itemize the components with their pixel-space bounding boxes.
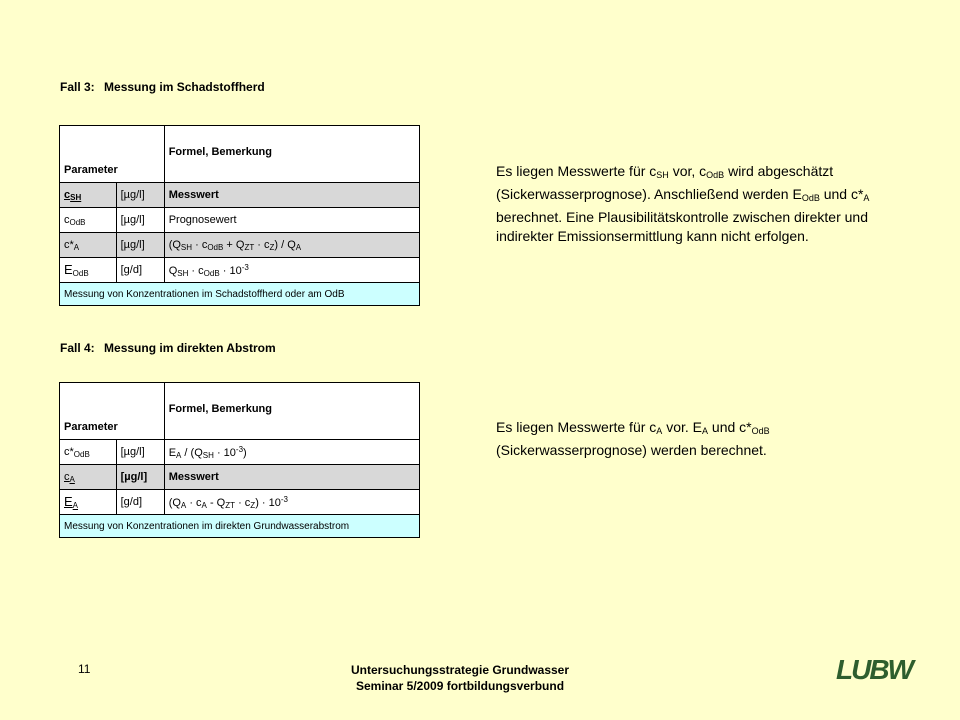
table-row bbox=[60, 465, 420, 490]
param-formula: $E_A / (Q_{SH} \cdot 10^{-3})$ bbox=[164, 440, 419, 465]
param-unit: [g/d] bbox=[116, 490, 164, 515]
fall4-table bbox=[59, 382, 420, 538]
param-symbol: $c*_A$ bbox=[60, 233, 117, 258]
fall4-header-formel: Formel, Bemerkung bbox=[164, 383, 419, 440]
param-formula: $Q_{SH} \cdot c_{OdB} \cdot 10^{-3}$ bbox=[164, 258, 419, 283]
table-row bbox=[60, 490, 420, 515]
param-unit: [µg/l] bbox=[116, 208, 164, 233]
param-symbol: $E_{OdB}$ bbox=[60, 258, 117, 283]
param-formula: Messwert bbox=[164, 183, 419, 208]
fall4-title bbox=[60, 341, 276, 355]
footer-text bbox=[300, 662, 620, 694]
param-unit: [µg/l] bbox=[116, 440, 164, 465]
fall3-footnote: Messung von Konzentrationen im Schadstoffherd oder am OdB bbox=[60, 283, 420, 306]
table-row bbox=[60, 183, 420, 208]
param-symbol: $c*_{OdB}$ bbox=[60, 440, 117, 465]
param-symbol: $c_A$ bbox=[60, 465, 117, 490]
fall4-footnote: Messung von Konzentrationen im direkten Grundwasserabstrom bbox=[60, 515, 420, 538]
param-formula: Messwert bbox=[164, 465, 419, 490]
table-row bbox=[60, 208, 420, 233]
param-formula: Prognosewert bbox=[164, 208, 419, 233]
table-row bbox=[60, 233, 420, 258]
fall3-label: Fall 3: bbox=[60, 80, 95, 94]
footer-line-1: Untersuchungsstrategie Grundwasser bbox=[350, 663, 570, 677]
fall3-header-parameter: Parameter bbox=[60, 126, 165, 183]
param-unit: [µg/l] bbox=[116, 183, 164, 208]
param-symbol: $c_{SH}$ bbox=[60, 183, 117, 208]
param-formula: $(Q_A \cdot c_A - Q_{ZT} \cdot c_Z) \cdot 10^{-3}$ bbox=[164, 490, 419, 515]
table-row bbox=[60, 440, 420, 465]
table-row bbox=[60, 258, 420, 283]
fall3-title bbox=[60, 80, 265, 94]
fall4-title-text: Messung im direkten Abstrom bbox=[104, 341, 276, 355]
fall4-label: Fall 4: bbox=[60, 341, 95, 355]
footer-line-2: Seminar 5/2009 fortbildungsverbund bbox=[355, 679, 565, 693]
param-unit: [µg/l] bbox=[116, 233, 164, 258]
param-symbol: $c_{OdB}$ bbox=[60, 208, 117, 233]
fall3-title-text: Messung im Schadstoffherd bbox=[104, 80, 265, 94]
fall4-description: Es liegen Messwerte für $c_A$ vor. $E_A$ und $c*_{OdB}$ (Sickerwasserprognose) werden berechnet. bbox=[496, 419, 770, 458]
page-number: 11 bbox=[78, 662, 91, 676]
fall4-header-parameter: Parameter bbox=[60, 383, 165, 440]
param-symbol: $E_A$ bbox=[60, 490, 117, 515]
param-unit: [g/d] bbox=[116, 258, 164, 283]
param-unit: [µg/l] bbox=[116, 465, 164, 490]
fall3-description: Es liegen Messwerte für $c_{SH}$ vor, $c_{OdB}$ wird abgeschätzt (Sickerwasserprognose). Anschließend werden $E_{OdB}$ und $c*_A$ berechnet. Eine Plausibilitätskontrolle zwischen direkter und indirekter Emissionsermittlung kann nicht erfolgen. bbox=[496, 163, 870, 244]
fall3-table bbox=[59, 125, 420, 306]
param-formula: $(Q_{SH} \cdot c_{OdB} + Q_{ZT} \cdot c_Z) / Q_A$ bbox=[164, 233, 419, 258]
fall3-header-formel: Formel, Bemerkung bbox=[164, 126, 419, 183]
lubw-logo: LUBW bbox=[836, 654, 912, 685]
